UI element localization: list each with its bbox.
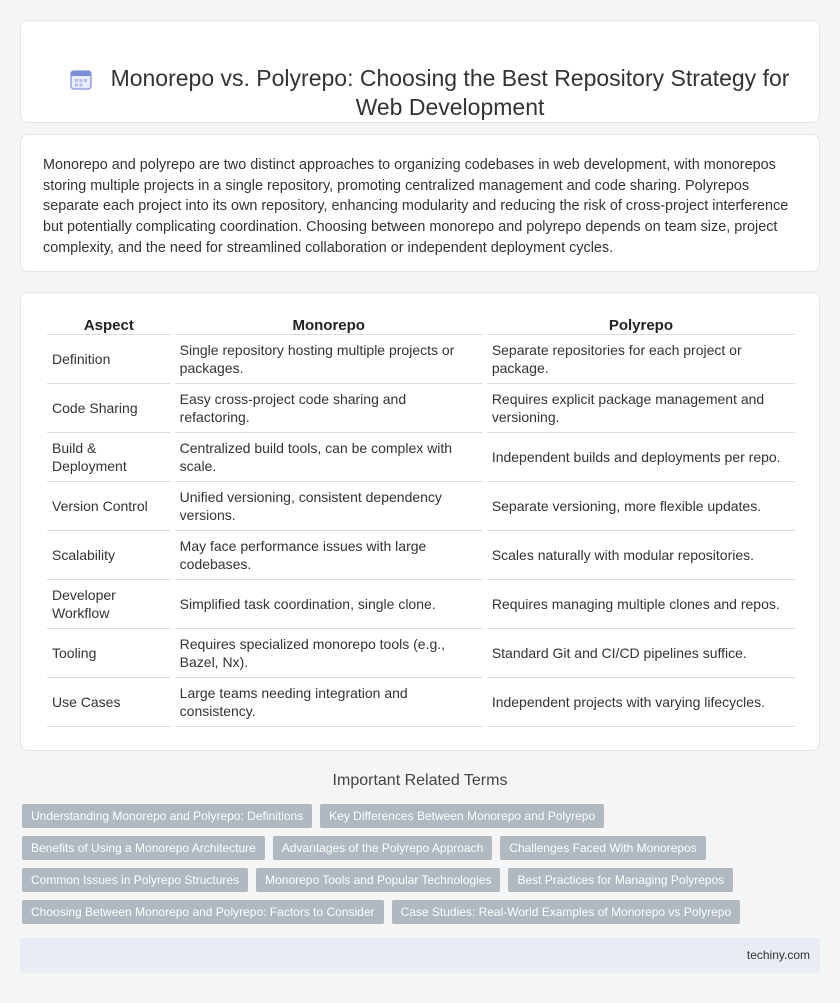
cell-monorepo: Simplified task coordination, single clone. [175,580,483,629]
cell-polyrepo: Standard Git and CI/CD pipelines suffice. [487,629,795,678]
table-row [47,531,795,580]
cell-monorepo: Large teams needing integration and consistency. [175,678,483,727]
cell-aspect: Build & Deployment [47,433,171,482]
related-term-link[interactable]: Case Studies: Real-World Examples of Monorepo vs Polyrepo [392,900,741,924]
table-row [47,629,795,678]
cell-polyrepo: Independent builds and deployments per repo. [487,433,795,482]
cell-monorepo: Single repository hosting multiple projects or packages. [175,335,483,384]
cell-aspect: Scalability [47,531,171,580]
table-header-row [47,315,795,335]
tag-row [22,900,782,924]
comparison-table [43,315,799,727]
related-term-link[interactable]: Benefits of Using a Monorepo Architecture [22,836,265,860]
cell-polyrepo: Scales naturally with modular repositories. [487,531,795,580]
table-row [47,384,795,433]
related-terms-heading: Important Related Terms [332,772,508,789]
cell-aspect: Developer Workflow [47,580,171,629]
cell-polyrepo: Separate versioning, more flexible updates. [487,482,795,531]
comparison-card [20,292,820,751]
cell-polyrepo: Requires managing multiple clones and repos. [487,580,795,629]
cell-monorepo: Unified versioning, consistent dependency versions. [175,482,483,531]
tag-row [22,804,782,828]
cell-aspect: Definition [47,335,171,384]
related-terms-list [22,804,782,932]
title-card [20,20,820,123]
header-monorepo: Monorepo [175,315,483,335]
table-row [47,433,795,482]
cell-aspect: Version Control [47,482,171,531]
related-term-link[interactable]: Common Issues in Polyrepo Structures [22,868,248,892]
cell-polyrepo: Separate repositories for each project or package. [487,335,795,384]
cell-polyrepo: Requires explicit package management and versioning. [487,384,795,433]
header-polyrepo: Polyrepo [487,315,795,335]
tag-row [22,868,782,892]
table-row [47,482,795,531]
cell-aspect: Code Sharing [47,384,171,433]
tag-row [22,836,782,860]
cell-aspect: Tooling [47,629,171,678]
intro-card [20,134,820,272]
related-term-link[interactable]: Advantages of the Polyrepo Approach [273,836,492,860]
cell-aspect: Use Cases [47,678,171,727]
related-term-link[interactable]: Best Practices for Managing Polyrepos [508,868,733,892]
page-title: Monorepo vs. Polyrepo: Choosing the Best Repository Strategy for Web Development [110,65,790,120]
related-term-link[interactable]: Challenges Faced With Monorepos [500,836,705,860]
footer-site-link[interactable]: techiny.com [746,948,810,962]
header-aspect: Aspect [47,315,171,335]
table-row [47,678,795,727]
cell-monorepo: Easy cross-project code sharing and refactoring. [175,384,483,433]
related-term-link[interactable]: Key Differences Between Monorepo and Polyrepo [320,804,604,828]
table-row [47,335,795,384]
cell-monorepo: May face performance issues with large codebases. [175,531,483,580]
related-term-link[interactable]: Choosing Between Monorepo and Polyrepo: Factors to Consider [22,900,384,924]
cell-monorepo: Centralized build tools, can be complex with scale. [175,433,483,482]
cell-polyrepo: Independent projects with varying lifecycles. [487,678,795,727]
related-term-link[interactable]: Understanding Monorepo and Polyrepo: Definitions [22,804,312,828]
cell-monorepo: Requires specialized monorepo tools (e.g., Bazel, Nx). [175,629,483,678]
calendar-icon [69,67,93,91]
table-row [47,580,795,629]
related-term-link[interactable]: Monorepo Tools and Popular Technologies [256,868,500,892]
intro-paragraph: Monorepo and polyrepo are two distinct approaches to organizing codebases in web development, with monorepos storing multiple projects in a single repository, promoting centralized management and code sharing. Polyrepos separate each project into its own repository, enhancing modularity and reducing the risk of cross-project interference but potentially complicating coordination. Choosing between monorepo and polyrepo depends on team size, project complexity, and the need for streamlined collaboration or independent deployment cycles. [43,157,789,256]
footer [20,938,820,973]
